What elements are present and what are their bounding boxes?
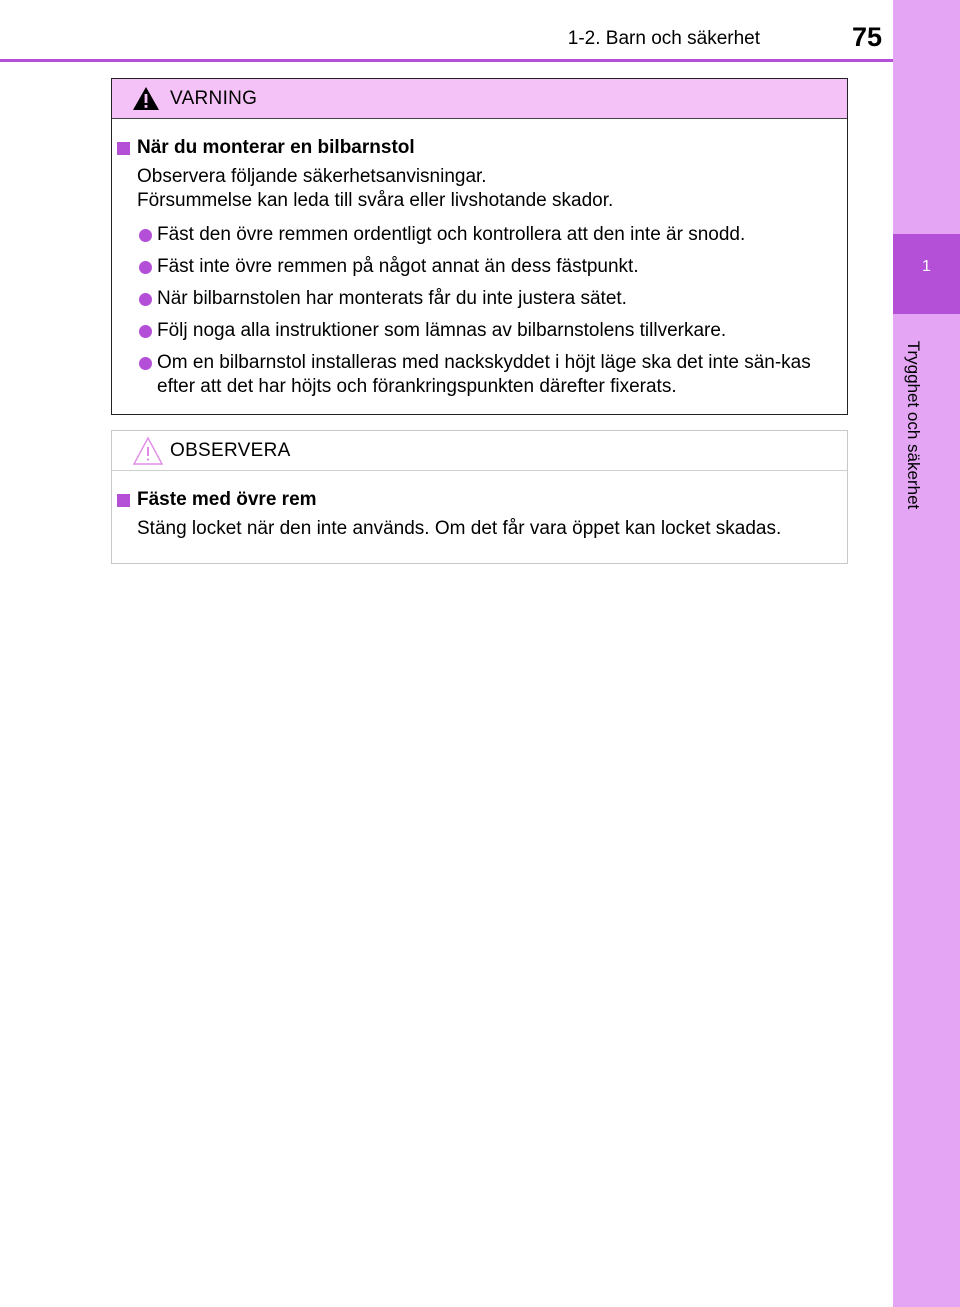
chapter-number: 1 [922, 258, 931, 275]
square-bullet-icon [117, 142, 130, 155]
warning-label: VARNING [170, 88, 258, 109]
caution-section-heading [112, 487, 847, 513]
caution-text: Stäng locket när den inte används. Om det får vara öppet kan locket skadas. [137, 518, 782, 539]
warning-bullet [112, 287, 847, 311]
warning-bullet-text: När bilbarnstolen har monterats får du inte justera sätet. [157, 288, 627, 309]
caution-label: OBSERVERA [170, 440, 291, 461]
warning-header [112, 79, 847, 119]
caution-triangle-icon [132, 436, 164, 471]
warning-bullet [112, 351, 847, 399]
warning-intro-line: Försummelse kan leda till svåra eller livshotande skador. [137, 190, 614, 211]
chapter-title: Trygghet och säkerhet [904, 340, 923, 510]
warning-section-heading [112, 135, 847, 161]
caution-header [112, 431, 847, 471]
warning-body [112, 119, 847, 399]
warning-intro-line: Observera följande säkerhetsanvisningar. [137, 166, 487, 187]
round-bullet-icon [139, 229, 152, 242]
square-bullet-icon [117, 494, 130, 507]
warning-bullet [112, 223, 847, 247]
warning-bullet-text: Fäst inte övre remmen på något annat än dess fästpunkt. [157, 256, 639, 277]
warning-triangle-icon [132, 86, 160, 116]
chapter-side-tab [893, 0, 960, 1307]
caution-body [112, 471, 847, 541]
round-bullet-icon [139, 293, 152, 306]
warning-bullet [112, 255, 847, 279]
caution-section-title: Fäste med övre rem [137, 489, 317, 510]
caution-box [111, 430, 848, 564]
round-bullet-icon [139, 261, 152, 274]
warning-bullet [112, 319, 847, 343]
round-bullet-icon [139, 357, 152, 370]
warning-section-title: När du monterar en bilbarnstol [137, 137, 415, 158]
warning-bullet-text: Om en bilbarnstol installeras med nackskyddet i höjt läge ska det inte sän-kas efter att det har höjts och förankringspunkten därefter fixerats. [157, 352, 811, 397]
section-title: 1-2. Barn och säkerhet [567, 28, 760, 49]
page-number: 75 [851, 22, 882, 52]
warning-box [111, 78, 848, 415]
header-divider [0, 59, 893, 62]
round-bullet-icon [139, 325, 152, 338]
warning-bullet-text: Följ noga alla instruktioner som lämnas av bilbarnstolens tillverkare. [157, 320, 727, 341]
warning-bullet-text: Fäst den övre remmen ordentligt och kontrollera att den inte är snodd. [157, 224, 746, 245]
